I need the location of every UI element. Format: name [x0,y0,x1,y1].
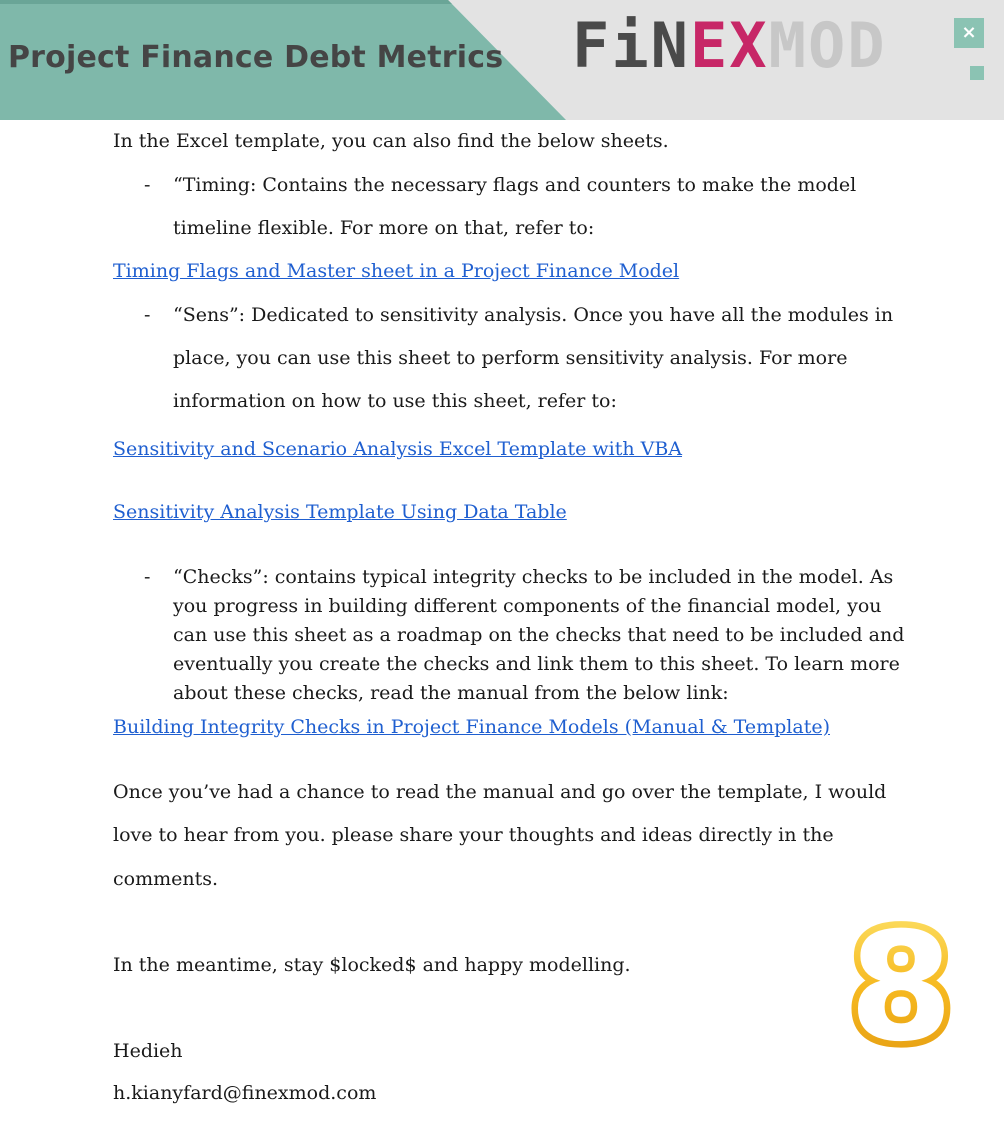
checks-text-line: “Checks”: contains typical integrity checks to be included in the model. As [173,566,894,588]
signoff-text: In the meantime, stay $locked$ and happy modelling. [113,954,631,976]
checks-text-line: can use this sheet as a roadmap on the checks that need to be included and [173,624,905,646]
finexmod-logo [572,9,977,82]
sensitivity-vba-link[interactable]: Sensitivity and Scenario Analysis Excel Template with VBA [113,438,683,460]
sensitivity-data-table-link[interactable]: Sensitivity Analysis Template Using Data Table [113,501,567,523]
sens-text-line: place, you can use this sheet to perform sensitivity analysis. For more [173,347,848,369]
author-email: h.kianyfard@finexmod.com [113,1082,377,1104]
timing-text-line: timeline flexible. For more on that, refer to: [173,217,595,239]
page-header [0,0,1004,120]
bullet-dash: - [144,174,151,196]
closing-text-line: comments. [113,868,219,890]
integrity-checks-link[interactable]: Building Integrity Checks in Project Finance Models (Manual & Template) [113,716,830,738]
logo-part-mod: MOD [768,9,887,82]
checks-text-line: you progress in building different components of the financial model, you [173,595,882,617]
bullet-dash: - [144,566,151,588]
checks-text-line: about these checks, read the manual from the below link: [173,682,729,704]
close-x-icon: × [954,18,984,48]
sens-text-line: “Sens”: Dedicated to sensitivity analysis. Once you have all the modules in [173,304,894,326]
page-number: 8 [848,915,954,1055]
timing-text-line: “Timing: Contains the necessary flags and counters to make the model [173,174,857,196]
bullet-dash: - [144,304,151,326]
intro-paragraph: In the Excel template, you can also find the below sheets. [113,130,669,152]
sens-text-line: information on how to use this sheet, refer to: [173,390,617,412]
checks-text-line: eventually you create the checks and link them to this sheet. To learn more [173,653,900,675]
timing-flags-link[interactable]: Timing Flags and Master sheet in a Project Finance Model [113,260,680,282]
logo-decoration [970,66,984,80]
page-number-badge [846,915,956,1055]
closing-text-line: Once you’ve had a chance to read the manual and go over the template, I would [113,781,887,803]
closing-text-line: love to hear from you. please share your thoughts and ideas directly in the [113,824,834,846]
logo-part-ex: EX [689,9,769,82]
page-title: Project Finance Debt Metrics [8,40,504,75]
logo-part-fin: FiN [572,9,690,82]
author-name: Hedieh [113,1040,183,1062]
